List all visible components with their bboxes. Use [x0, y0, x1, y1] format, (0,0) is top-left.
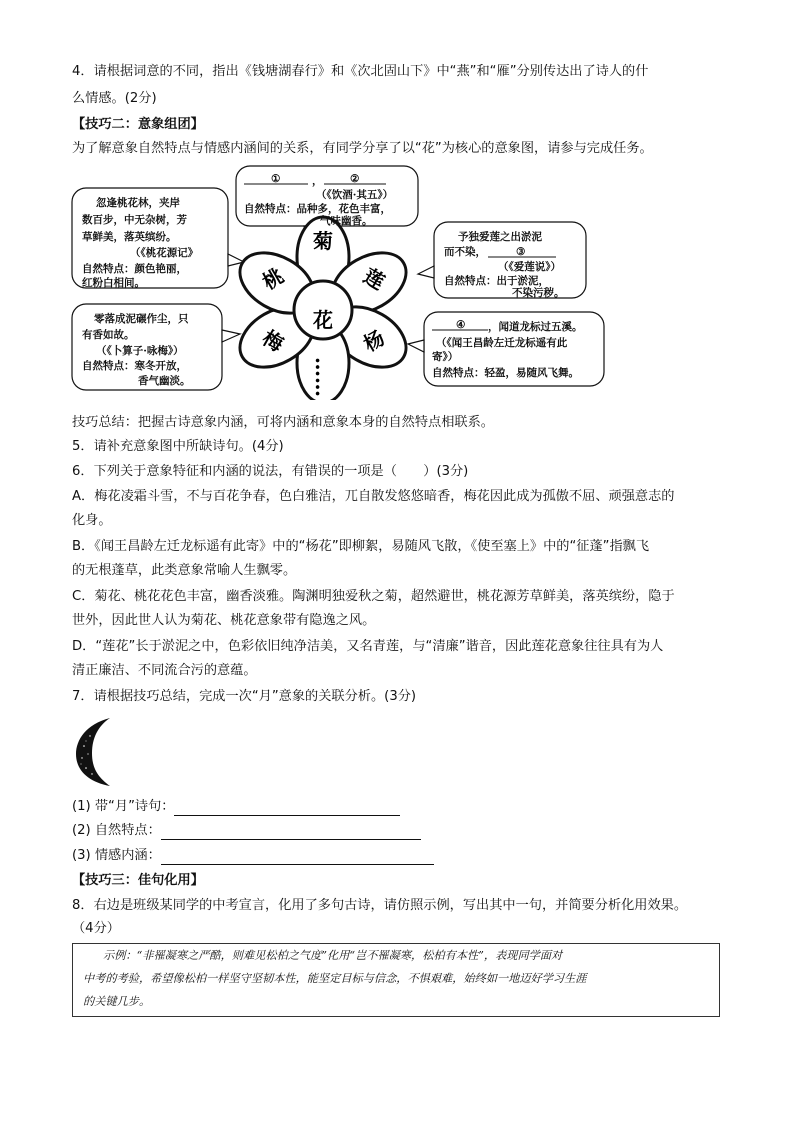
- q8-line2: （4分）: [72, 921, 120, 936]
- chrys-line: 自然特点：品种多，花色丰富，: [244, 203, 391, 215]
- blank-4: ④: [456, 319, 466, 331]
- q6-stem: 6．下列关于意象特征和内涵的说法，有错误的一项是（ ）(3分): [72, 464, 469, 479]
- willow-line: 寄》）: [432, 351, 459, 363]
- petal-willow: 杨: [359, 325, 389, 357]
- plum-line: 自然特点：寒冬开放，: [82, 360, 187, 372]
- q6-option-d-line2: 清正廉洁、不同流合污的意蕴。: [72, 663, 257, 678]
- q8-line1: 8．右边是班级某同学的中考宣言，化用了多句古诗，请仿照示例，写出其中一句，并简要分析化用效果。: [72, 898, 688, 913]
- answer-blank[interactable]: [174, 801, 400, 816]
- willow-line: ，闻道龙标过五溪。: [488, 321, 583, 333]
- skill2-title: 【技巧二：意象组团】: [72, 117, 204, 132]
- q6-option-c-line2: 世外，因此世人认为菊花、桃花意象带有隐逸之风。: [72, 613, 376, 628]
- q7-item3: (3) 情感内涵：: [72, 847, 434, 865]
- q4-line2: 么情感。(2分): [72, 91, 157, 106]
- q6-option-a-line1: A．梅花凌霜斗雪，不与百花争春，色白雅洁，兀自散发悠悠暗香，梅花因此成为孤傲不屈、顽强意志的: [72, 489, 675, 504]
- peach-line: 草鲜美，落英缤纷。: [82, 231, 177, 243]
- peach-line: 忽逢桃花林，夹岸: [96, 197, 180, 209]
- q6-option-b-line1: B．《闻王昌龄左迁龙标遥有此寄》中的“杨花”即柳絮，易随风飞散，《使至塞上》中的“征蓬”指飘飞: [72, 539, 650, 554]
- willow-line: 自然特点：轻盈，易随风飞舞。: [432, 367, 579, 379]
- plum-line: 香气幽淡。: [138, 375, 191, 387]
- q7-item2: (2) 自然特点：: [72, 822, 421, 840]
- peach-line: 数百步，中无杂树，芳: [82, 214, 187, 226]
- q6-option-c-line1: C．菊花、桃花花色丰富，幽香淡雅。陶渊明独爱秋之菊，超然避世，桃花源芳草鲜美，落英缤纷，隐于: [72, 589, 675, 604]
- q6-option-a-line2: 化身。: [72, 513, 112, 528]
- petal-ellipsis: ……: [311, 357, 335, 397]
- q7-item1: (1) 带“月”诗句：: [72, 798, 400, 816]
- skill2-intro: 为了解意象自然特点与情感内涵间的关系，有同学分享了以“花”为核心的意象图，请参与完成任务。: [72, 141, 653, 156]
- flower-image-diagram: [68, 162, 608, 400]
- answer-blank[interactable]: [161, 850, 434, 865]
- chrys-line: 气味幽香。: [320, 215, 373, 227]
- peach-line: （《桃花源记》: [130, 247, 199, 259]
- example-line: 的关键几步。: [83, 995, 151, 1008]
- petal-peach: 桃: [258, 263, 288, 295]
- svg-text:，: ，: [312, 175, 323, 187]
- lotus-line: （《爱莲说》）: [498, 261, 561, 273]
- q5: 5．请补充意象图中所缺诗句。(4分): [72, 439, 284, 454]
- peach-line: 红粉白相间。: [82, 277, 145, 289]
- lotus-line: 不染污秽。: [512, 287, 565, 299]
- plum-line: 零落成泥碾作尘，只: [94, 313, 189, 325]
- lotus-line: 予独爱莲之出淤泥: [458, 231, 542, 243]
- peach-line: 自然特点：颜色艳丽，: [82, 263, 187, 275]
- blank-1: ①: [271, 173, 281, 185]
- example-line: 中考的考验，希望像松柏一样坚守坚韧本性，能坚定目标与信念，不惧艰难，始终如一地迈好学习生涯: [83, 972, 587, 985]
- blank-3: ③: [516, 246, 526, 258]
- petal-chrysanthemum: 菊: [313, 229, 333, 253]
- skill-summary: 技巧总结：把握古诗意象内涵，可将内涵和意象本身的自然特点相联系。: [72, 415, 494, 430]
- crescent-moon-icon: [72, 716, 120, 788]
- q6-option-d-line1: D．“莲花”长于淤泥之中，色彩依旧纯净洁美，又名青莲，与“清廉”谐音，因此莲花意象往往具有为人: [72, 639, 664, 654]
- q6-option-b-line2: 的无根蓬草，此类意象常喻人生飘零。: [72, 563, 297, 578]
- petal-lotus: 莲: [359, 263, 389, 295]
- blank-2: ②: [350, 173, 360, 185]
- willow-line: （《闻王昌龄左迁龙标遥有此: [436, 337, 568, 349]
- plum-line: （《卜算子·咏梅》）: [96, 345, 184, 357]
- answer-blank[interactable]: [161, 825, 421, 840]
- lotus-line: 而不染，: [444, 246, 486, 258]
- q4-line1: 4．请根据词意的不同，指出《钱塘湖春行》和《次北固山下》中“燕”和“雁”分别传达出了诗人的什: [72, 64, 649, 79]
- example-line: 示例：“非罹凝寒之严酷，则难见松柏之气度”化用“岂不罹凝寒，松柏有本性”，表现同学面对: [103, 949, 563, 962]
- skill3-title: 【技巧三：佳句化用】: [72, 873, 204, 888]
- petal-plum: 梅: [258, 325, 288, 357]
- example-box: [72, 943, 720, 1017]
- chrys-line: （《饮酒·其五》）: [316, 189, 394, 201]
- center-character: 花: [313, 308, 333, 332]
- lotus-line: 自然特点：出于淤泥，: [444, 275, 549, 287]
- q7-stem: 7．请根据技巧总结，完成一次“月”意象的关联分析。(3分): [72, 689, 417, 704]
- plum-line: 有香如故。: [82, 329, 135, 341]
